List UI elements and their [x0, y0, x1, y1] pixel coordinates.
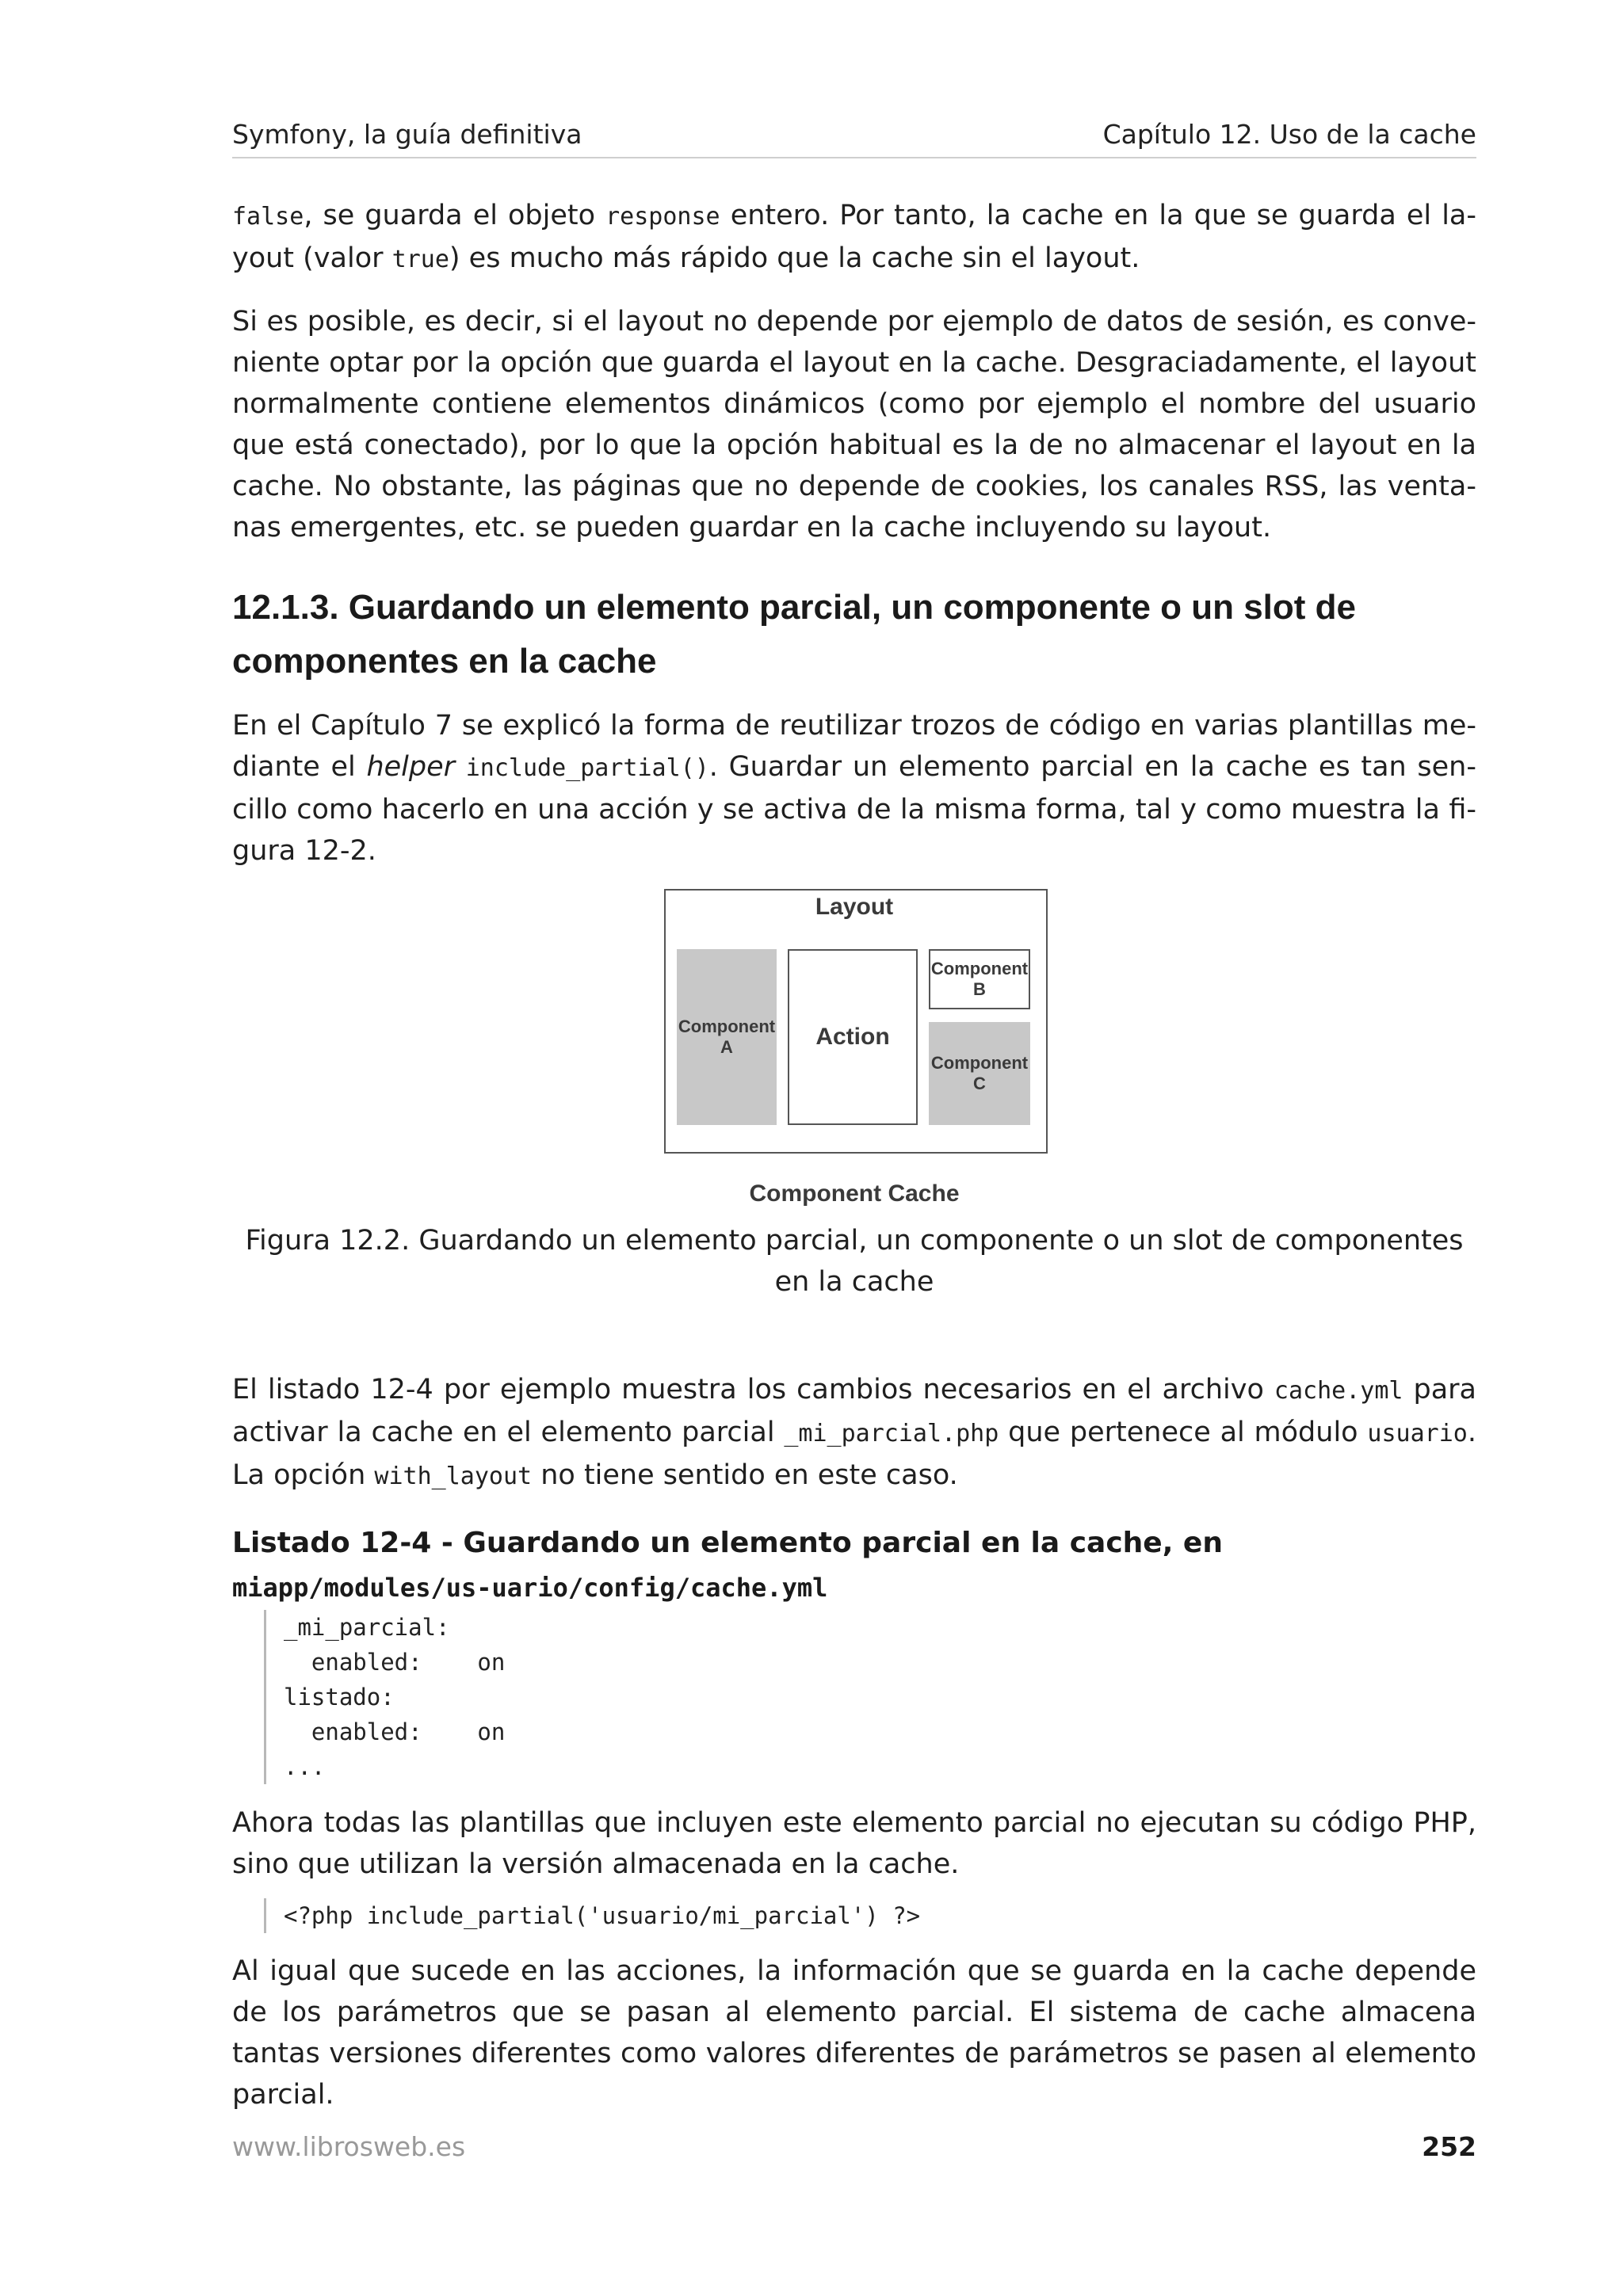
listing-title [232, 1521, 1476, 1610]
action-box: Action [788, 949, 918, 1125]
text: no tiene sentido en este caso. [532, 1459, 958, 1491]
paragraph-3 [232, 705, 1476, 871]
text: . La opción [232, 1417, 1476, 1491]
text: para activar la cache en el elemento parcial [232, 1374, 1476, 1448]
text [455, 751, 466, 783]
figure-caption: Figura 12.2. Guardando un elemento parcial, un componente o un slot de componentes en la cache [245, 1225, 1464, 1298]
component-b-box: Component B [929, 949, 1030, 1009]
site-url: www.librosweb.es [232, 2131, 466, 2162]
text: que pertenece al módulo [999, 1417, 1368, 1448]
book-title: Symfony, la guía definitiva [232, 119, 582, 150]
paragraph-5: Ahora todas las plantillas que incluyen este elemento parcial no ejecutan su código PHP, sino que utilizan la versión almacenada en la cache. [232, 1807, 1476, 1880]
component-a-box: Component A [677, 949, 777, 1125]
paragraph-4 [232, 1369, 1476, 1497]
inline-code: _mi_parcial.php [784, 1420, 999, 1447]
text: En el Capítulo 7 se explicó la forma de reutilizar trozos de código en varias plantillas me-diante el [232, 710, 1476, 783]
inline-code: false [232, 203, 304, 231]
paragraph-6: Al igual que sucede en las acciones, la información que se guarda en la cache depende de los parámetros que se pasan al elemento parcial. El sistema de cache almacena tantas versiones diferentes como valores diferentes de parámetros se pasen al elemento parcial. [232, 1955, 1476, 2111]
paragraph-1 [232, 195, 1476, 280]
layout-label: Layout [815, 894, 894, 920]
text: , se guarda el objeto [304, 200, 606, 231]
emphasis: helper [366, 751, 456, 783]
component-c-box: Component C [929, 1022, 1030, 1125]
page-header [232, 119, 1476, 158]
text: El listado 12-4 por ejemplo muestra los cambios necesarios en el archivo [232, 1374, 1274, 1405]
page-number: 252 [1422, 2131, 1476, 2162]
code-block-yaml: _mi_parcial: enabled: on listado: enabled: on ... [264, 1610, 505, 1784]
inline-code: response [605, 203, 720, 231]
inline-code: include_partial() [465, 754, 709, 782]
inline-code: with_layout [374, 1463, 533, 1490]
section-heading: 12.1.3. Guardando un elemento parcial, un componente o un slot de componentes en la cache [232, 588, 1357, 681]
chapter-title: Capítulo 12. Uso de la cache [1102, 119, 1476, 150]
component-cache-figure [664, 889, 1048, 1158]
text: entero. Por tanto, la cache en la que se guarda el la-yout (valor [232, 200, 1476, 274]
inline-code: true [391, 246, 449, 273]
inline-code: usuario [1367, 1420, 1468, 1447]
listing-path: miapp/modules/us-uario/config/cache.yml [232, 1573, 828, 1603]
figure-bottom-label: Component Cache [749, 1180, 960, 1207]
inline-code: cache.yml [1274, 1377, 1403, 1405]
code-block-php: <?php include_partial('usuario/mi_parcial') ?> [264, 1898, 920, 1933]
text: ) es mucho más rápido que la cache sin el layout. [449, 242, 1140, 274]
page-footer [232, 2131, 1476, 2169]
text: Listado 12-4 - Guardando un elemento parcial en la cache, en [232, 1527, 1223, 1559]
text: . Guardar un elemento parcial en la cache es tan sen-cillo como hacerlo en una acción y se activa de la misma forma, tal y como muestra la fi-gura 12-2. [232, 751, 1476, 867]
paragraph-2: Si es posible, es decir, si el layout no depende por ejemplo de datos de sesión, es conve-niente optar por la opción que guarda el layout en la cache. Desgraciadamente, el layout normalmente contiene elementos dinámicos (como por ejemplo el nombre del usuario que está conectado), por lo que la opción habitual es la de no almacenar el layout en la cache. No obstante, las páginas que no depende de cookies, los canales RSS, las venta-nas emergentes, etc. se pueden guardar en la cache incluyendo su layout. [232, 306, 1476, 543]
